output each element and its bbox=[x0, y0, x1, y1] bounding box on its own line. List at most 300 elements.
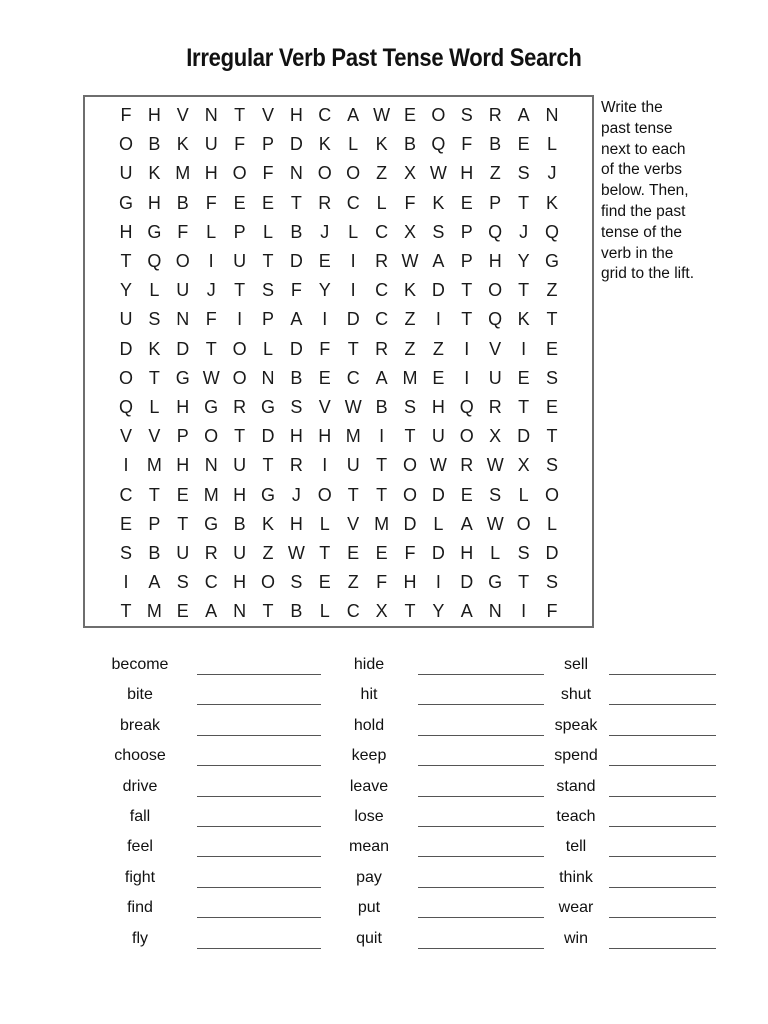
grid-letter[interactable]: D bbox=[346, 309, 360, 330]
grid-letter[interactable]: K bbox=[148, 163, 161, 184]
grid-letter[interactable]: O bbox=[175, 251, 190, 271]
grid-letter[interactable]: G bbox=[204, 397, 219, 417]
grid-letter[interactable]: I bbox=[379, 426, 385, 447]
grid-letter[interactable]: K bbox=[261, 513, 274, 534]
grid-letter[interactable]: T bbox=[319, 543, 331, 563]
answer-blank[interactable] bbox=[609, 826, 716, 827]
grid-letter[interactable]: K bbox=[148, 338, 161, 359]
grid-letter[interactable]: I bbox=[521, 601, 527, 622]
grid-letter[interactable]: C bbox=[346, 601, 360, 622]
grid-letter[interactable]: S bbox=[545, 572, 558, 593]
grid-letter[interactable]: G bbox=[175, 367, 190, 388]
answer-blank[interactable] bbox=[197, 948, 321, 949]
answer-blank[interactable] bbox=[418, 704, 544, 705]
grid-letter[interactable]: V bbox=[318, 397, 331, 417]
grid-letter[interactable]: J bbox=[547, 163, 557, 184]
grid-letter[interactable]: S bbox=[403, 397, 416, 417]
grid-letter[interactable]: L bbox=[206, 221, 217, 242]
grid-letter[interactable]: F bbox=[120, 105, 132, 125]
grid-letter[interactable]: T bbox=[234, 426, 246, 447]
grid-letter[interactable]: H bbox=[119, 221, 133, 242]
grid-letter[interactable]: I bbox=[350, 280, 356, 301]
answer-blank[interactable] bbox=[418, 917, 544, 918]
grid-letter[interactable]: F bbox=[376, 572, 388, 593]
answer-blank[interactable] bbox=[418, 674, 544, 675]
grid-letter[interactable]: I bbox=[350, 251, 356, 271]
grid-letter[interactable]: O bbox=[544, 484, 559, 505]
grid-letter[interactable]: L bbox=[546, 513, 557, 534]
grid-letter[interactable]: D bbox=[517, 426, 531, 447]
grid-letter[interactable]: V bbox=[261, 105, 274, 125]
grid-letter[interactable]: T bbox=[461, 309, 473, 330]
grid-letter[interactable]: E bbox=[233, 192, 246, 213]
grid-letter[interactable]: W bbox=[373, 105, 391, 125]
grid-letter[interactable]: I bbox=[208, 251, 214, 271]
grid-letter[interactable]: P bbox=[489, 192, 502, 213]
grid-letter[interactable]: H bbox=[289, 513, 303, 534]
grid-letter[interactable]: Q bbox=[147, 251, 162, 271]
grid-letter[interactable]: P bbox=[148, 513, 161, 534]
grid-letter[interactable]: Q bbox=[459, 397, 474, 417]
grid-letter[interactable]: J bbox=[519, 221, 529, 242]
grid-letter[interactable]: I bbox=[464, 367, 470, 388]
answer-blank[interactable] bbox=[609, 674, 716, 675]
grid-letter[interactable]: W bbox=[429, 455, 447, 476]
grid-letter[interactable]: T bbox=[518, 280, 530, 301]
answer-blank[interactable] bbox=[609, 948, 716, 949]
grid-letter[interactable]: L bbox=[348, 134, 359, 155]
grid-letter[interactable]: M bbox=[374, 513, 390, 534]
grid-letter[interactable]: I bbox=[435, 572, 441, 593]
grid-letter[interactable]: L bbox=[319, 601, 330, 622]
grid-letter[interactable]: D bbox=[289, 251, 303, 271]
grid-letter[interactable]: R bbox=[375, 251, 389, 271]
grid-letter[interactable]: T bbox=[290, 192, 302, 213]
grid-letter[interactable]: H bbox=[318, 426, 332, 447]
answer-blank[interactable] bbox=[418, 948, 544, 949]
grid-letter[interactable]: Z bbox=[489, 163, 501, 184]
grid-letter[interactable]: E bbox=[318, 251, 331, 271]
grid-letter[interactable]: D bbox=[545, 543, 559, 563]
grid-letter[interactable]: I bbox=[435, 309, 441, 330]
grid-letter[interactable]: T bbox=[347, 484, 359, 505]
grid-letter[interactable]: U bbox=[119, 163, 133, 184]
grid-letter[interactable]: S bbox=[545, 455, 558, 476]
answer-blank[interactable] bbox=[418, 826, 544, 827]
grid-letter[interactable]: K bbox=[403, 280, 416, 301]
answer-blank[interactable] bbox=[418, 735, 544, 736]
grid-letter[interactable]: B bbox=[148, 134, 161, 155]
answer-blank[interactable] bbox=[418, 856, 544, 857]
grid-letter[interactable]: T bbox=[546, 426, 558, 447]
grid-letter[interactable]: H bbox=[289, 426, 303, 447]
grid-letter[interactable]: U bbox=[431, 426, 445, 447]
grid-letter[interactable]: I bbox=[521, 338, 527, 359]
grid-letter[interactable]: A bbox=[517, 105, 530, 125]
grid-letter[interactable]: E bbox=[460, 192, 473, 213]
grid-letter[interactable]: H bbox=[460, 163, 474, 184]
grid-letter[interactable]: J bbox=[320, 221, 330, 242]
grid-letter[interactable]: T bbox=[120, 601, 132, 622]
grid-letter[interactable]: U bbox=[233, 543, 247, 563]
grid-letter[interactable]: Y bbox=[119, 280, 132, 301]
grid-letter[interactable]: C bbox=[375, 221, 389, 242]
grid-letter[interactable]: R bbox=[488, 397, 502, 417]
grid-letter[interactable]: J bbox=[291, 484, 301, 505]
grid-letter[interactable]: G bbox=[260, 397, 275, 417]
grid-letter[interactable]: O bbox=[516, 513, 531, 534]
answer-blank[interactable] bbox=[609, 917, 716, 918]
grid-letter[interactable]: E bbox=[176, 484, 189, 505]
grid-letter[interactable]: O bbox=[346, 163, 361, 184]
answer-blank[interactable] bbox=[197, 856, 321, 857]
grid-letter[interactable]: N bbox=[488, 601, 502, 622]
grid-letter[interactable]: P bbox=[460, 221, 473, 242]
grid-letter[interactable]: H bbox=[176, 397, 190, 417]
grid-letter[interactable]: I bbox=[322, 309, 328, 330]
grid-letter[interactable]: L bbox=[348, 221, 359, 242]
grid-letter[interactable]: M bbox=[345, 426, 361, 447]
grid-letter[interactable]: K bbox=[517, 309, 530, 330]
grid-letter[interactable]: T bbox=[148, 367, 160, 388]
grid-letter[interactable]: D bbox=[261, 426, 275, 447]
grid-letter[interactable]: K bbox=[432, 192, 445, 213]
grid-letter[interactable]: F bbox=[290, 280, 302, 301]
grid-letter[interactable]: D bbox=[460, 572, 474, 593]
grid-letter[interactable]: X bbox=[403, 221, 416, 242]
grid-letter[interactable]: X bbox=[403, 163, 416, 184]
grid-letter[interactable]: H bbox=[460, 543, 474, 563]
grid-letter[interactable]: C bbox=[375, 309, 389, 330]
grid-letter[interactable]: T bbox=[205, 338, 217, 359]
grid-letter[interactable]: H bbox=[147, 192, 161, 213]
grid-letter[interactable]: O bbox=[317, 484, 332, 505]
grid-letter[interactable]: Z bbox=[546, 280, 558, 301]
grid-letter[interactable]: Q bbox=[488, 221, 503, 242]
grid-letter[interactable]: B bbox=[290, 367, 303, 388]
grid-letter[interactable]: M bbox=[146, 601, 162, 622]
grid-letter[interactable]: L bbox=[546, 134, 557, 155]
grid-letter[interactable]: M bbox=[175, 163, 191, 184]
grid-letter[interactable]: T bbox=[518, 397, 530, 417]
grid-letter[interactable]: Y bbox=[318, 280, 331, 301]
grid-letter[interactable]: D bbox=[289, 134, 303, 155]
grid-letter[interactable]: S bbox=[432, 221, 445, 242]
grid-letter[interactable]: B bbox=[403, 134, 416, 155]
grid-letter[interactable]: W bbox=[202, 367, 220, 388]
grid-letter[interactable]: F bbox=[262, 163, 274, 184]
grid-letter[interactable]: P bbox=[176, 426, 189, 447]
grid-letter[interactable]: S bbox=[517, 543, 530, 563]
grid-letter[interactable]: H bbox=[431, 397, 445, 417]
grid-letter[interactable]: T bbox=[376, 455, 388, 476]
grid-letter[interactable]: B bbox=[233, 513, 246, 534]
grid-letter[interactable]: F bbox=[319, 338, 331, 359]
grid-letter[interactable]: D bbox=[119, 338, 133, 359]
grid-letter[interactable]: S bbox=[545, 367, 558, 388]
grid-letter[interactable]: U bbox=[346, 455, 360, 476]
grid-letter[interactable]: S bbox=[119, 543, 132, 563]
grid-letter[interactable]: L bbox=[490, 543, 501, 563]
grid-letter[interactable]: H bbox=[233, 572, 247, 593]
grid-letter[interactable]: O bbox=[402, 455, 417, 476]
grid-letter[interactable]: W bbox=[429, 163, 447, 184]
answer-blank[interactable] bbox=[197, 917, 321, 918]
grid-letter[interactable]: T bbox=[120, 251, 132, 271]
grid-letter[interactable]: W bbox=[287, 543, 305, 563]
answer-blank[interactable] bbox=[197, 674, 321, 675]
grid-letter[interactable]: S bbox=[489, 484, 502, 505]
answer-blank[interactable] bbox=[418, 887, 544, 888]
grid-letter[interactable]: D bbox=[431, 543, 445, 563]
grid-letter[interactable]: L bbox=[518, 484, 529, 505]
grid-letter[interactable]: L bbox=[433, 513, 444, 534]
grid-letter[interactable]: H bbox=[488, 251, 502, 271]
grid-letter[interactable]: T bbox=[262, 251, 274, 271]
grid-letter[interactable]: M bbox=[146, 455, 162, 476]
grid-letter[interactable]: T bbox=[234, 105, 246, 125]
answer-blank[interactable] bbox=[609, 704, 716, 705]
answer-blank[interactable] bbox=[418, 765, 544, 766]
grid-letter[interactable]: E bbox=[432, 367, 445, 388]
grid-letter[interactable]: F bbox=[205, 309, 217, 330]
grid-letter[interactable]: E bbox=[403, 105, 416, 125]
grid-letter[interactable]: B bbox=[176, 192, 189, 213]
grid-letter[interactable]: C bbox=[318, 105, 332, 125]
grid-letter[interactable]: N bbox=[176, 309, 190, 330]
grid-letter[interactable]: Q bbox=[118, 397, 133, 417]
grid-letter[interactable]: I bbox=[322, 455, 328, 476]
grid-letter[interactable]: C bbox=[346, 192, 360, 213]
grid-letter[interactable]: K bbox=[176, 134, 189, 155]
grid-letter[interactable]: E bbox=[318, 572, 331, 593]
grid-letter[interactable]: N bbox=[545, 105, 559, 125]
grid-letter[interactable]: G bbox=[488, 572, 503, 593]
grid-letter[interactable]: H bbox=[289, 105, 303, 125]
grid-letter[interactable]: E bbox=[517, 367, 530, 388]
grid-letter[interactable]: T bbox=[404, 426, 416, 447]
grid-letter[interactable]: Y bbox=[432, 601, 445, 622]
grid-letter[interactable]: U bbox=[233, 455, 247, 476]
grid-letter[interactable]: K bbox=[375, 134, 388, 155]
grid-letter[interactable]: N bbox=[204, 455, 218, 476]
grid-letter[interactable]: T bbox=[234, 280, 246, 301]
answer-blank[interactable] bbox=[197, 826, 321, 827]
grid-letter[interactable]: P bbox=[460, 251, 473, 271]
grid-letter[interactable]: V bbox=[148, 426, 161, 447]
grid-letter[interactable]: L bbox=[319, 513, 330, 534]
grid-letter[interactable]: T bbox=[376, 484, 388, 505]
grid-letter[interactable]: M bbox=[402, 367, 418, 388]
grid-letter[interactable]: F bbox=[205, 192, 217, 213]
grid-letter[interactable]: K bbox=[545, 192, 558, 213]
grid-letter[interactable]: R bbox=[233, 397, 247, 417]
grid-letter[interactable]: F bbox=[234, 134, 246, 155]
grid-letter[interactable]: R bbox=[289, 455, 303, 476]
grid-letter[interactable]: B bbox=[489, 134, 502, 155]
grid-letter[interactable]: F bbox=[461, 134, 473, 155]
grid-letter[interactable]: N bbox=[204, 105, 218, 125]
answer-blank[interactable] bbox=[609, 887, 716, 888]
grid-letter[interactable]: X bbox=[517, 455, 530, 476]
grid-letter[interactable]: Y bbox=[517, 251, 530, 271]
grid-letter[interactable]: I bbox=[237, 309, 243, 330]
grid-letter[interactable]: A bbox=[347, 105, 360, 125]
grid-letter[interactable]: T bbox=[518, 192, 530, 213]
answer-blank[interactable] bbox=[197, 735, 321, 736]
answer-blank[interactable] bbox=[197, 765, 321, 766]
answer-blank[interactable] bbox=[609, 796, 716, 797]
grid-letter[interactable]: K bbox=[318, 134, 331, 155]
grid-letter[interactable]: S bbox=[517, 163, 530, 184]
grid-letter[interactable]: T bbox=[262, 601, 274, 622]
answer-blank[interactable] bbox=[197, 704, 321, 705]
grid-letter[interactable]: Q bbox=[544, 221, 559, 242]
grid-letter[interactable]: M bbox=[203, 484, 219, 505]
grid-letter[interactable]: A bbox=[375, 367, 388, 388]
grid-letter[interactable]: H bbox=[233, 484, 247, 505]
answer-blank[interactable] bbox=[609, 856, 716, 857]
grid-letter[interactable]: L bbox=[376, 192, 387, 213]
grid-letter[interactable]: O bbox=[118, 367, 133, 388]
grid-letter[interactable]: R bbox=[460, 455, 474, 476]
grid-letter[interactable]: I bbox=[464, 338, 470, 359]
grid-letter[interactable]: R bbox=[488, 105, 502, 125]
grid-letter[interactable]: V bbox=[176, 105, 189, 125]
answer-blank[interactable] bbox=[418, 796, 544, 797]
grid-letter[interactable]: T bbox=[461, 280, 473, 301]
grid-letter[interactable]: L bbox=[262, 221, 273, 242]
grid-letter[interactable]: O bbox=[431, 105, 446, 125]
grid-letter[interactable]: N bbox=[289, 163, 303, 184]
grid-letter[interactable]: G bbox=[204, 513, 219, 534]
grid-letter[interactable]: E bbox=[347, 543, 360, 563]
grid-letter[interactable]: E bbox=[176, 601, 189, 622]
grid-letter[interactable]: S bbox=[176, 572, 189, 593]
grid-letter[interactable]: H bbox=[147, 105, 161, 125]
grid-letter[interactable]: W bbox=[486, 455, 504, 476]
grid-letter[interactable]: F bbox=[404, 192, 416, 213]
grid-letter[interactable]: O bbox=[317, 163, 332, 184]
grid-letter[interactable]: E bbox=[460, 484, 473, 505]
grid-letter[interactable]: G bbox=[544, 251, 559, 271]
grid-letter[interactable]: T bbox=[546, 309, 558, 330]
grid-letter[interactable]: Q bbox=[488, 309, 503, 330]
grid-letter[interactable]: D bbox=[176, 338, 190, 359]
grid-letter[interactable]: Z bbox=[376, 163, 388, 184]
grid-letter[interactable]: T bbox=[347, 338, 359, 359]
grid-letter[interactable]: X bbox=[489, 426, 502, 447]
grid-letter[interactable]: E bbox=[119, 513, 132, 534]
grid-letter[interactable]: O bbox=[459, 426, 474, 447]
grid-letter[interactable]: U bbox=[233, 251, 247, 271]
grid-letter[interactable]: H bbox=[176, 455, 190, 476]
grid-letter[interactable]: R bbox=[204, 543, 218, 563]
grid-letter[interactable]: A bbox=[205, 601, 218, 622]
answer-blank[interactable] bbox=[609, 765, 716, 766]
answer-blank[interactable] bbox=[197, 887, 321, 888]
grid-letter[interactable]: C bbox=[204, 572, 218, 593]
grid-letter[interactable]: P bbox=[261, 309, 274, 330]
grid-letter[interactable]: S bbox=[460, 105, 473, 125]
grid-letter[interactable]: O bbox=[488, 280, 503, 301]
grid-letter[interactable]: O bbox=[232, 163, 247, 184]
grid-letter[interactable]: U bbox=[488, 367, 502, 388]
grid-letter[interactable]: Z bbox=[404, 338, 416, 359]
grid-letter[interactable]: O bbox=[260, 572, 275, 593]
grid-letter[interactable]: E bbox=[261, 192, 274, 213]
grid-letter[interactable]: G bbox=[118, 192, 133, 213]
grid-letter[interactable]: H bbox=[403, 572, 417, 593]
grid-letter[interactable]: W bbox=[401, 251, 419, 271]
grid-letter[interactable]: F bbox=[177, 221, 189, 242]
grid-letter[interactable]: U bbox=[204, 134, 218, 155]
grid-letter[interactable]: Z bbox=[347, 572, 359, 593]
grid-letter[interactable]: B bbox=[148, 543, 161, 563]
grid-letter[interactable]: P bbox=[233, 221, 246, 242]
grid-letter[interactable]: G bbox=[260, 484, 275, 505]
grid-letter[interactable]: J bbox=[206, 280, 216, 301]
grid-letter[interactable]: F bbox=[546, 601, 558, 622]
grid-letter[interactable]: U bbox=[119, 309, 133, 330]
grid-letter[interactable]: C bbox=[346, 367, 360, 388]
grid-letter[interactable]: N bbox=[233, 601, 247, 622]
grid-letter[interactable]: L bbox=[149, 397, 160, 417]
grid-letter[interactable]: S bbox=[290, 397, 303, 417]
grid-letter[interactable]: D bbox=[403, 513, 417, 534]
grid-letter[interactable]: W bbox=[344, 397, 362, 417]
grid-letter[interactable]: W bbox=[486, 513, 504, 534]
grid-letter[interactable]: R bbox=[318, 192, 332, 213]
grid-letter[interactable]: O bbox=[232, 367, 247, 388]
grid-letter[interactable]: Z bbox=[404, 309, 416, 330]
grid-letter[interactable]: U bbox=[176, 543, 190, 563]
grid-letter[interactable]: D bbox=[431, 484, 445, 505]
grid-letter[interactable]: B bbox=[290, 221, 303, 242]
grid-letter[interactable]: R bbox=[375, 338, 389, 359]
grid-letter[interactable]: T bbox=[177, 513, 189, 534]
grid-letter[interactable]: O bbox=[232, 338, 247, 359]
grid-letter[interactable]: O bbox=[402, 484, 417, 505]
grid-letter[interactable]: I bbox=[123, 572, 129, 593]
grid-letter[interactable]: Q bbox=[431, 134, 446, 155]
grid-letter[interactable]: T bbox=[518, 572, 530, 593]
grid-letter[interactable]: O bbox=[204, 426, 219, 447]
grid-letter[interactable]: E bbox=[517, 134, 530, 155]
grid-letter[interactable]: T bbox=[148, 484, 160, 505]
grid-letter[interactable]: V bbox=[347, 513, 360, 534]
grid-letter[interactable]: O bbox=[118, 134, 133, 155]
grid-letter[interactable]: C bbox=[119, 484, 133, 505]
grid-letter[interactable]: D bbox=[289, 338, 303, 359]
grid-letter[interactable]: H bbox=[204, 163, 218, 184]
grid-letter[interactable]: N bbox=[261, 367, 275, 388]
grid-letter[interactable]: L bbox=[262, 338, 273, 359]
grid-letter[interactable]: Z bbox=[262, 543, 274, 563]
grid-letter[interactable]: G bbox=[147, 221, 162, 242]
grid-letter[interactable]: V bbox=[489, 338, 502, 359]
grid-letter[interactable]: S bbox=[290, 572, 303, 593]
grid-letter[interactable]: A bbox=[460, 513, 473, 534]
grid-letter[interactable]: C bbox=[375, 280, 389, 301]
grid-letter[interactable]: V bbox=[119, 426, 132, 447]
grid-letter[interactable]: A bbox=[460, 601, 473, 622]
grid-letter[interactable]: T bbox=[404, 601, 416, 622]
grid-letter[interactable]: B bbox=[290, 601, 303, 622]
grid-letter[interactable]: P bbox=[261, 134, 274, 155]
grid-letter[interactable]: Z bbox=[432, 338, 444, 359]
grid-letter[interactable]: E bbox=[545, 338, 558, 359]
